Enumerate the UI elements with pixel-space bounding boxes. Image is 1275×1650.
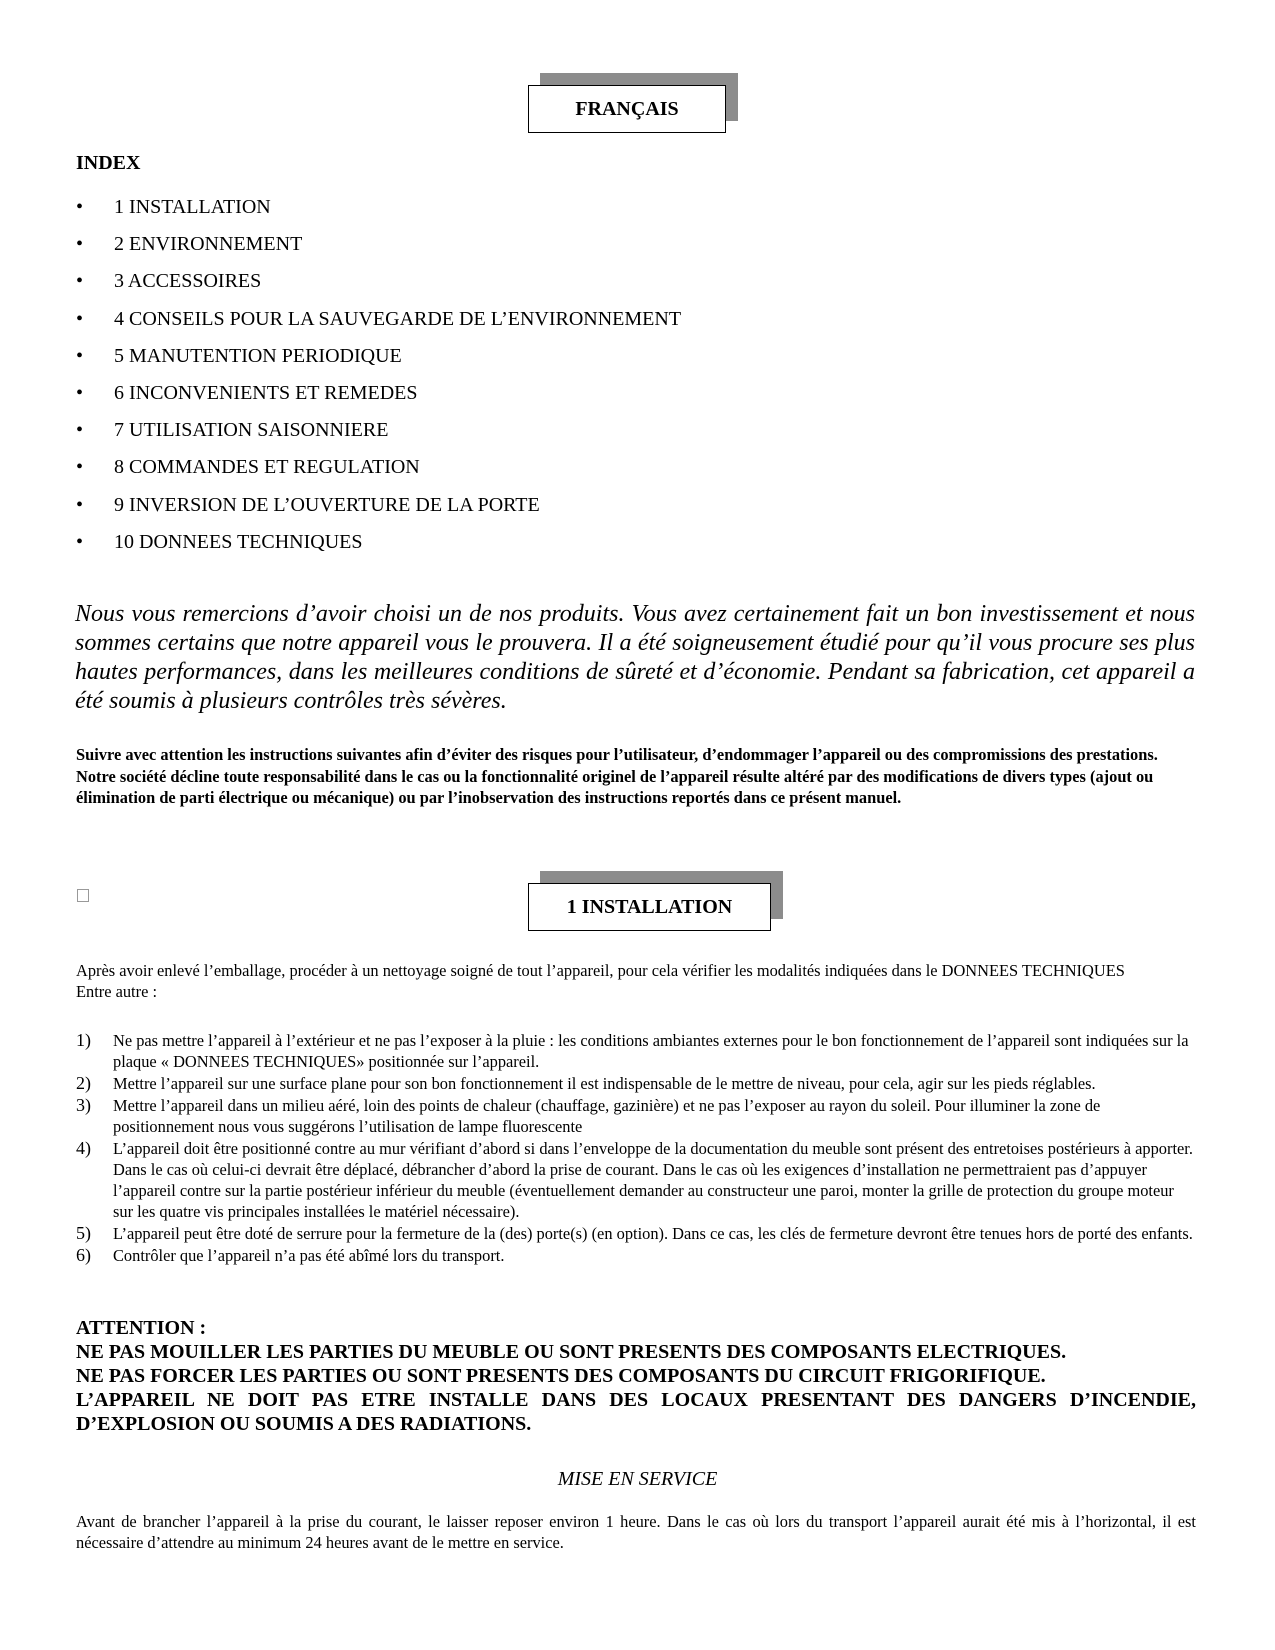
index-item: • 7 UTILISATION SAISONNIERE	[76, 419, 389, 442]
bullet-icon: •	[76, 419, 84, 442]
installation-item: 6) Contrôler que l’appareil n’a pas été abîmé lors du transport.	[76, 1245, 505, 1265]
index-item: • 8 COMMANDES ET REGULATION	[76, 456, 420, 479]
installation-title-box	[528, 871, 783, 931]
index-title: INDEX	[76, 152, 141, 174]
intro-paragraph: Nous vous remercions d’avoir choisi un de nos produits. Vous avez certainement fait un bon investissement et nous sommes certains que notre appareil vous le prouvera. Il a été soigneusement étudié pour qu’il vous procure ses plus hautes performances, dans les meilleures conditions de sûreté et d’économie. Pendant sa fabrication, cet appareil a été soumis à plusieurs contrôles très sévères.	[75, 601, 1195, 714]
installation-intro: Après avoir enlevé l’emballage, procéder à un nettoyage soigné de tout l’appareil, pour cela vérifier les modalités indiquées dans le DONNEES TECHNIQUES Entre autre :	[76, 960, 1196, 1002]
installation-title: 1 INSTALLATION	[528, 883, 771, 931]
index-item: • 1 INSTALLATION	[76, 196, 271, 218]
attention-block	[76, 1316, 1196, 1436]
entre-autre-label: Entre autre :	[76, 982, 158, 1001]
index-item: • 3 ACCESSOIRES	[76, 270, 262, 293]
bullet-icon: •	[76, 530, 84, 553]
installation-item: 2) Mettre l’appareil sur une surface plane pour son bon fonctionnement il est indispensable de le mettre de niveau, pour cela, agir sur les pieds réglables.	[76, 1073, 1096, 1093]
warning-block	[76, 744, 1196, 809]
index-item: • 2 ENVIRONNEMENT	[76, 233, 303, 256]
bullet-icon: •	[76, 381, 84, 404]
warning-line-1: Suivre avec attention les instructions suivantes afin d’éviter des risques pour l’utilisateur, d’endommager l’appareil ou des compromissions des prestations.	[76, 745, 1158, 764]
bullet-icon: •	[76, 196, 84, 218]
installation-list	[76, 1030, 1196, 1267]
index-item: • 4 CONSEILS POUR LA SAUVEGARDE DE L’ENVIRONNEMENT	[76, 307, 682, 330]
installation-item: 3) Mettre l’appareil dans un milieu aéré, loin des points de chaleur (chauffage, gazinière) et ne pas l’exposer au rayon du soleil. Pour illuminer la zone de positionnement nous vous suggérons l’utilisation de lampe fluorescente	[76, 1095, 1101, 1136]
bullet-icon: •	[76, 233, 84, 256]
index-item: • 10 DONNEES TECHNIQUES	[76, 530, 363, 553]
index-item: • 5 MANUTENTION PERIODIQUE	[76, 344, 402, 367]
index-list	[76, 196, 681, 568]
bullet-icon: •	[76, 307, 84, 330]
attention-title: ATTENTION :	[76, 1317, 207, 1339]
index-item: • 9 INVERSION DE L’OUVERTURE DE LA PORTE	[76, 493, 540, 516]
mise-en-service-text: Avant de brancher l’appareil à la prise du courant, le laisser reposer environ 1 heure. Dans le cas où lors du transport l’appareil aurait été mis à l’horizontal, il est nécessaire d’attendre au minimum 24 heures avant de le mettre en service.	[76, 1512, 1196, 1552]
warning-line-2: Notre société décline toute responsabilité dans le cas ou la fonctionnalité originel de l’appareil résulte altéré par des modifications de divers types (ajout ou élimination de parti électrique ou mécanique) ou par l’inobservation des instructions reportés dans ce présent manuel.	[76, 766, 1154, 808]
attention-line-3: L’APPAREIL NE DOIT PAS ETRE INSTALLE DANS DES LOCAUX PRESENTANT DES DANGERS D’INCENDIE, D’EXPLOSION OU SOUMIS A DES RADIATIONS.	[76, 1389, 1196, 1435]
bullet-icon: •	[76, 493, 84, 516]
attention-line-2: NE PAS FORCER LES PARTIES OU SONT PRESENTS DES COMPOSANTS DU CIRCUIT FRIGORIFIQUE.	[76, 1365, 1046, 1387]
bullet-icon: •	[76, 456, 84, 479]
bullet-icon: •	[76, 344, 84, 367]
installation-item: 5) L’appareil peut être doté de serrure pour la fermeture de la (des) porte(s) (en option). Dans ce cas, les clés de fermeture devront être tenues hors de porté des enfants.	[76, 1223, 1193, 1243]
attention-line-1: NE PAS MOUILLER LES PARTIES DU MEUBLE OU SONT PRESENTS DES COMPOSANTS ELECTRIQUES.	[76, 1341, 1067, 1363]
language-title-box	[528, 73, 738, 133]
installation-item: 1) Ne pas mettre l’appareil à l’extérieur et ne pas l’exposer à la pluie : les conditions ambiantes externes pour le bon fonctionnement de l’appareil sont indiquées sur la plaque « DONNEES TECHNIQUES» positionnée sur l’appareil.	[76, 1030, 1189, 1071]
placeholder-box-icon	[77, 889, 89, 902]
mise-en-service-title: MISE EN SERVICE	[557, 1468, 718, 1490]
index-item: • 6 INCONVENIENTS ET REMEDES	[76, 381, 418, 404]
bullet-icon: •	[76, 270, 84, 293]
language-title: FRANÇAIS	[528, 85, 726, 133]
installation-item: 4) L’appareil doit être positionné contre au mur vérifiant d’abord si dans l’enveloppe de la documentation du meuble sont présent des entretoises postérieurs à apporter. Dans le cas où celui-ci devrait être déplacé, débrancher d’abord la prise de courant. Dans le cas où les exigences d’installation ne permettraient pas d’appuyer l’appareil contre sur la partie postérieur inférieur du meuble (éventuellement demander au constructeur une paroi, monter la grille de protection du groupe moteur sur les quatre vis principales installées le matériel nécessaire).	[76, 1138, 1193, 1221]
